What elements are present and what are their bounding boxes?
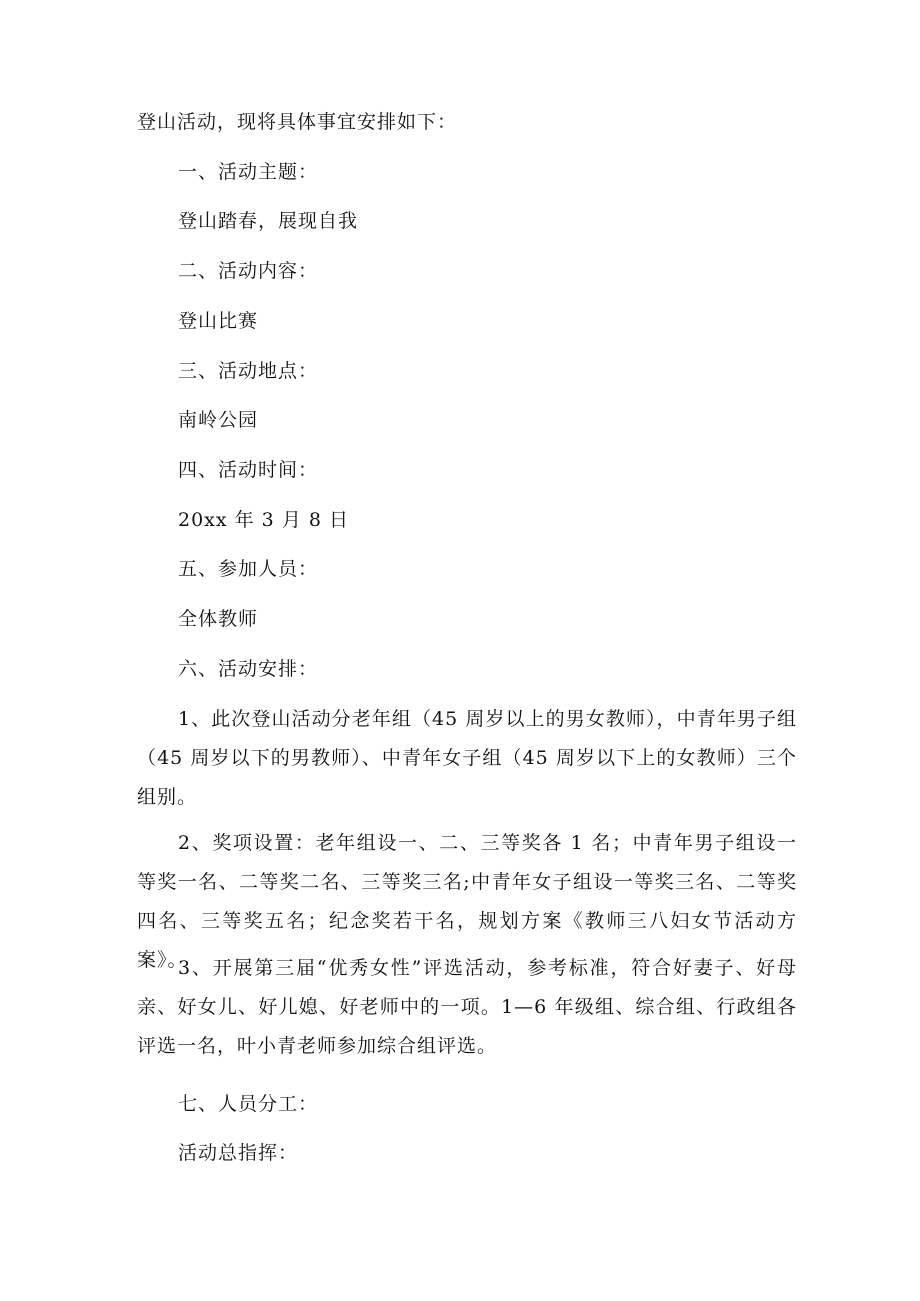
arrangement-item-1: 1、此次登山活动分老年组（45 周岁以上的男女教师），中青年男子组（45 周岁以下的男教师）、中青年女子组（45 周岁以下上的女教师）三个组别。 [137, 708, 797, 808]
time-text: 20xx 年 3 月 8 日 [178, 509, 349, 531]
content-heading: 二、活动内容： [178, 260, 319, 282]
location-text: 南岭公园 [178, 409, 259, 431]
time-heading: 四、活动时间： [178, 459, 319, 481]
commander-label: 活动总指挥： [178, 1142, 299, 1164]
participants-text: 全体教师 [178, 608, 259, 630]
theme-text: 登山踏春，展现自我 [178, 210, 359, 232]
arrangement-item-2: 2、奖项设置：老年组设一、二、三等奖各 1 名；中青年男子组设一等奖一名、二等奖二名、三等奖三名;中青年女子组设一等奖三名、二等奖四名、三等奖五名；纪念奖若干名，规划方案《教师三八妇女节活动方案》。 [137, 832, 797, 971]
content-text: 登山比赛 [178, 310, 259, 332]
division-heading: 七、人员分工： [178, 1093, 319, 1115]
arrangement-item-3: 3、开展第三届“优秀女性”评选活动，参考标准，符合好妻子、好母亲、好女儿、好儿媳、好老师中的一项。1—6 年级组、综合组、行政组各评选一名，叶小青老师参加综合组评选。 [137, 957, 797, 1057]
intro-text: 登山活动，现将具体事宜安排如下： [137, 111, 458, 133]
location-heading: 三、活动地点： [178, 360, 319, 382]
theme-heading: 一、活动主题： [178, 161, 319, 183]
arrangement-heading: 六、活动安排： [178, 658, 319, 680]
participants-heading: 五、参加人员： [178, 558, 319, 580]
